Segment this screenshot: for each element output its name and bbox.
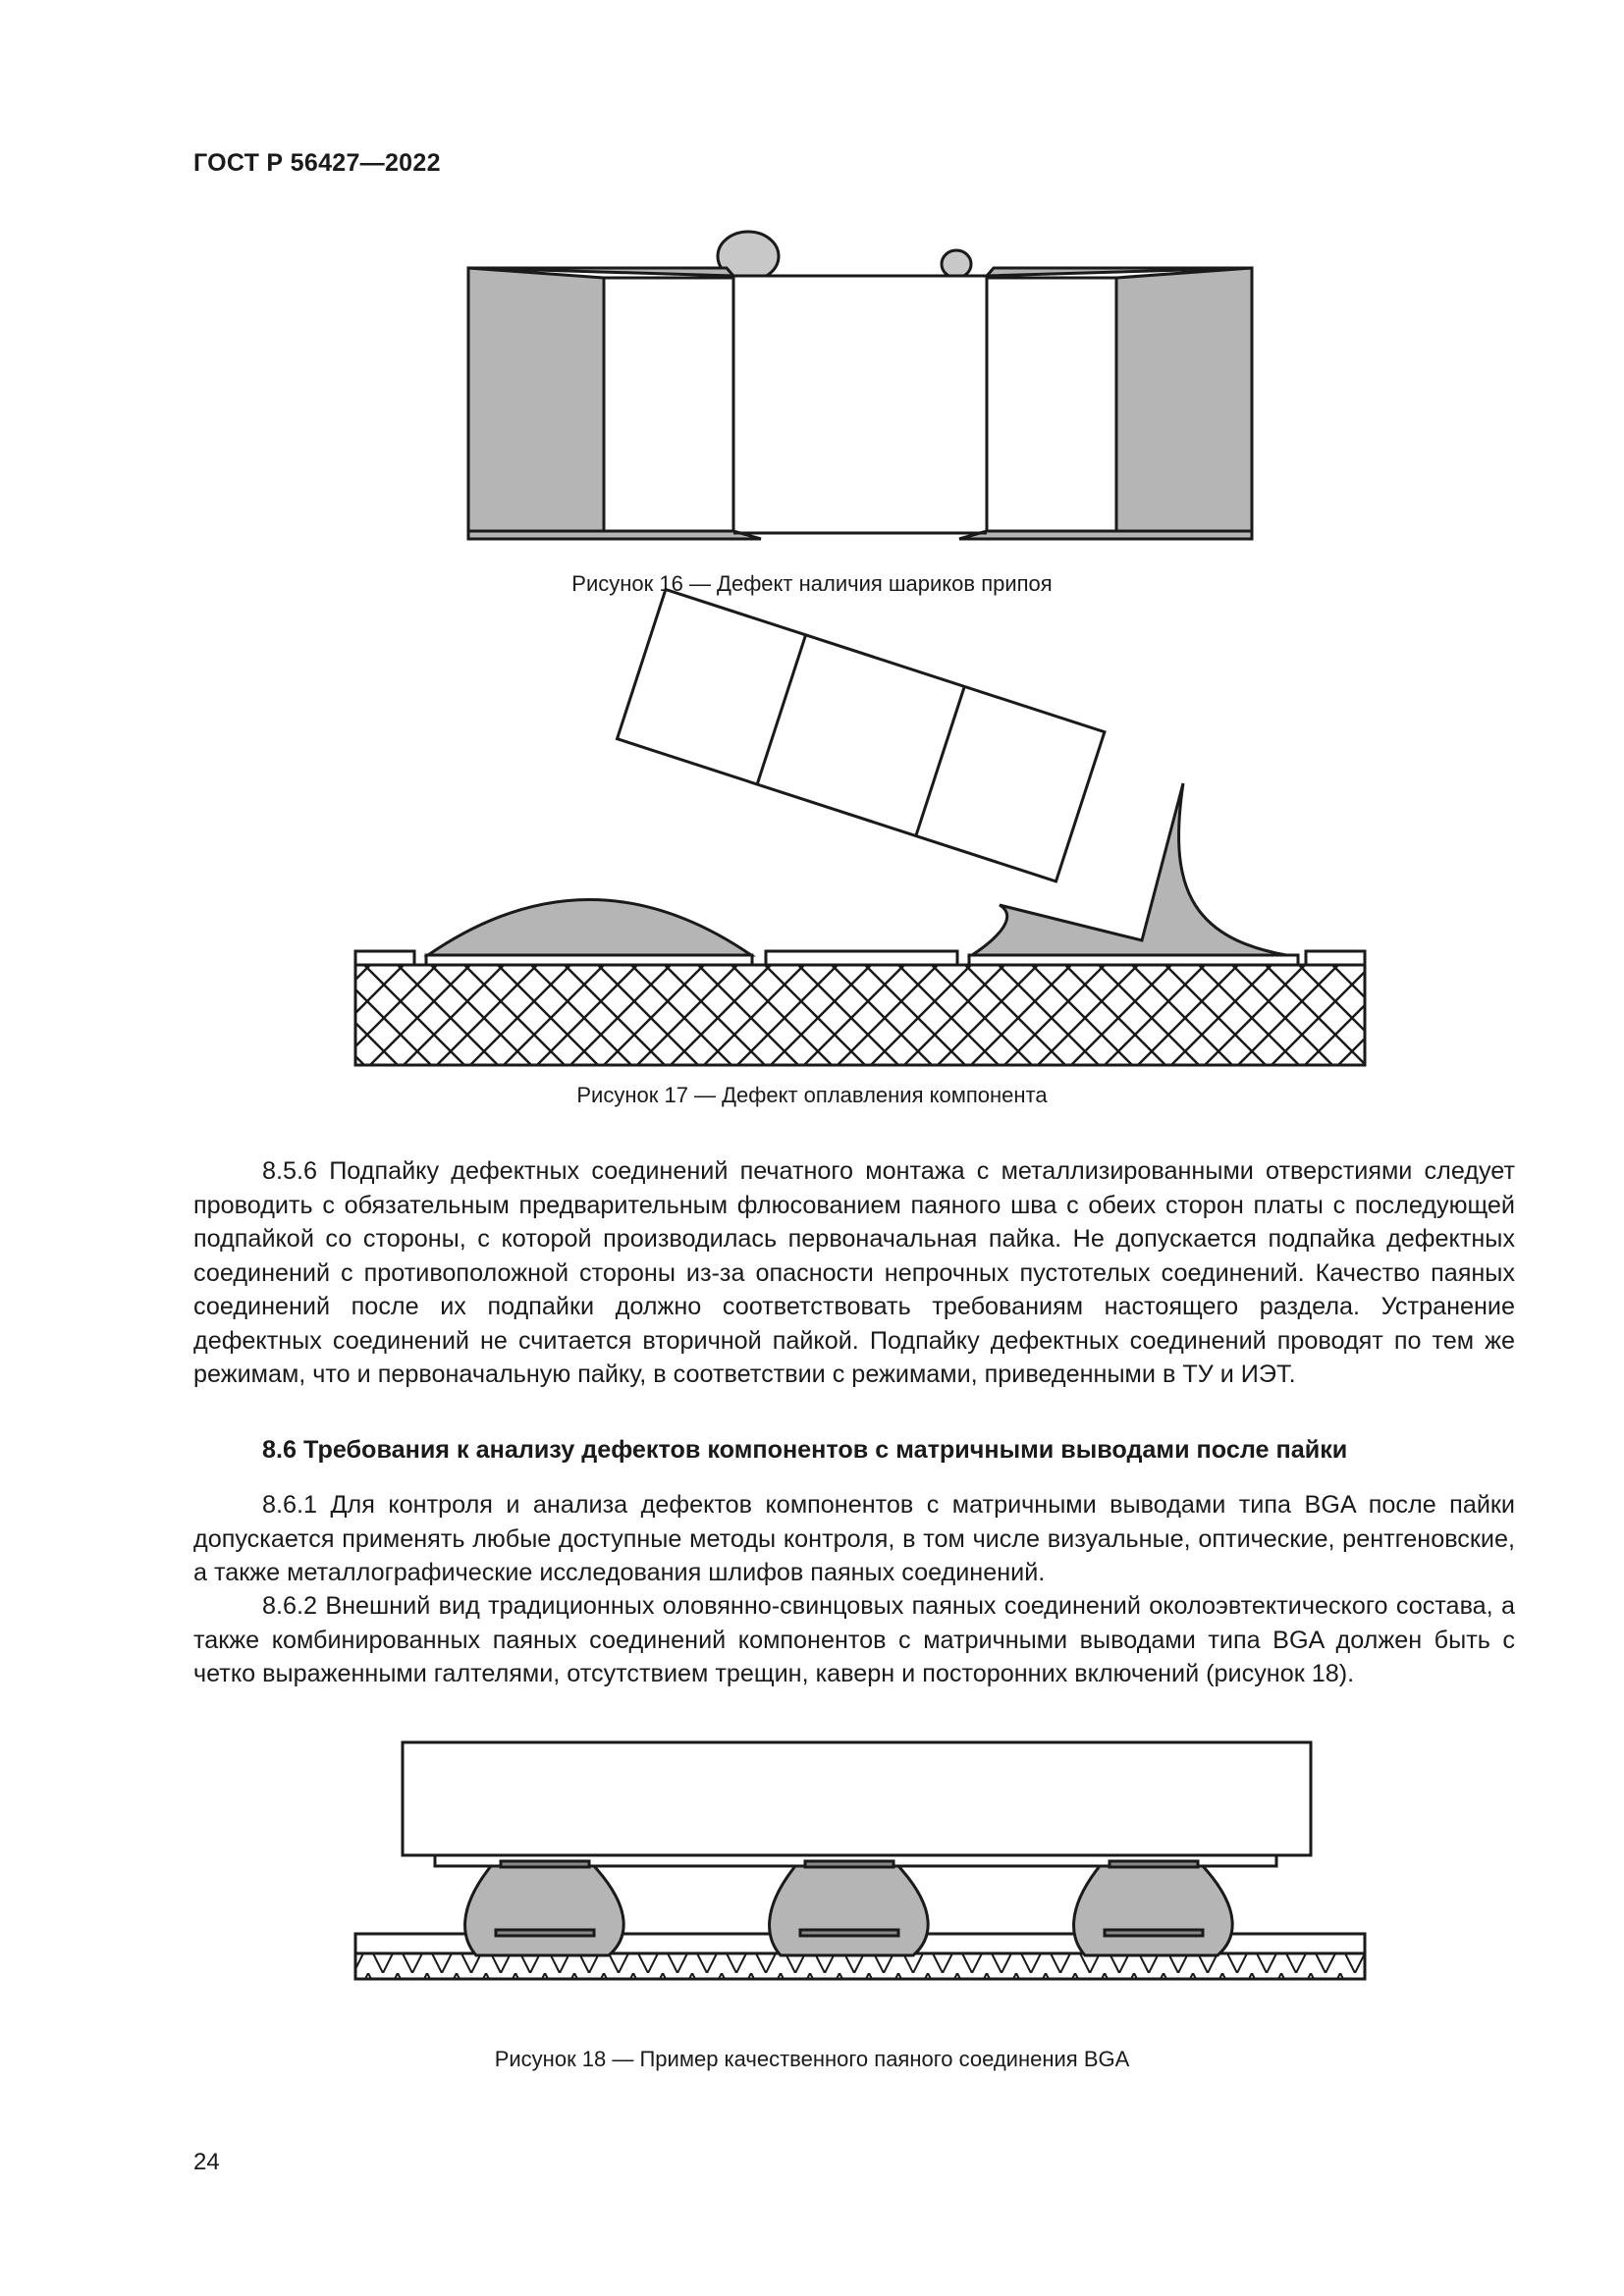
paragraph-8-5-6-text: 8.5.6 Подпайку дефектных соединений печатного монтажа с металлизированными отверстиями следует проводить с обязательным предварительным флюсованием паяного шва с обеих сторон платы с последующей подпайкой со стороны, с которой производилась первоначальная пайка. Не допускается подпайка дефектных соединений с противоположной стороны из-за опасности непрочных пустотелых соединений. Качество паяных соединений после их подпайки должно соответствовать требованиям настоящего раздела. Устранение дефектных соединений не считается вторичной пайкой. Подпайку дефектных соединений проводят по тем же режимам, что и первоначальную пайку, в соответствии с режимами, приведенными в ТУ и ИЭТ. xyxy=(193,1157,1515,1388)
bga-ball-2 xyxy=(770,1866,929,1955)
figure-18-caption: Рисунок 18 — Пример качественного паяного соединения BGA xyxy=(494,2047,1130,2071)
bga-ball-3 xyxy=(1074,1866,1233,1955)
paragraph-8-6-2-text: 8.6.2 Внешний вид традиционных оловянно-свинцовых паяных соединений околоэвтектического состава, а также комбинированных паяных соединений компонентов с матричными выводами типа BGA должен быть с четко выраженными галтелями, отсутствием трещин, каверн и посторонних включений (рисунок 18). xyxy=(193,1592,1515,1687)
bga-ball-1 xyxy=(465,1866,624,1955)
bga-package xyxy=(403,1742,1311,1855)
page-number: 24 xyxy=(193,2149,220,2175)
section-8-6-title: 8.6 Требования к анализу дефектов компонентов с матричными выводами после пайки xyxy=(262,1436,1348,1464)
figure-17-caption: Рисунок 17 — Дефект оплавления компонента xyxy=(576,1083,1048,1107)
document-header: ГОСТ Р 56427—2022 xyxy=(193,149,441,177)
paragraph-8-6-1-text: 8.6.1 Для контроля и анализа дефектов компонентов с матричными выводами типа BGA после пайки допускается применять любые доступные методы контроля, в том числе визуальные, оптические, рентгеновские, а также металлографические исследования шлифов паяных соединений. xyxy=(193,1491,1515,1586)
figure-16-caption: Рисунок 16 — Дефект наличия шариков припоя xyxy=(571,571,1053,596)
